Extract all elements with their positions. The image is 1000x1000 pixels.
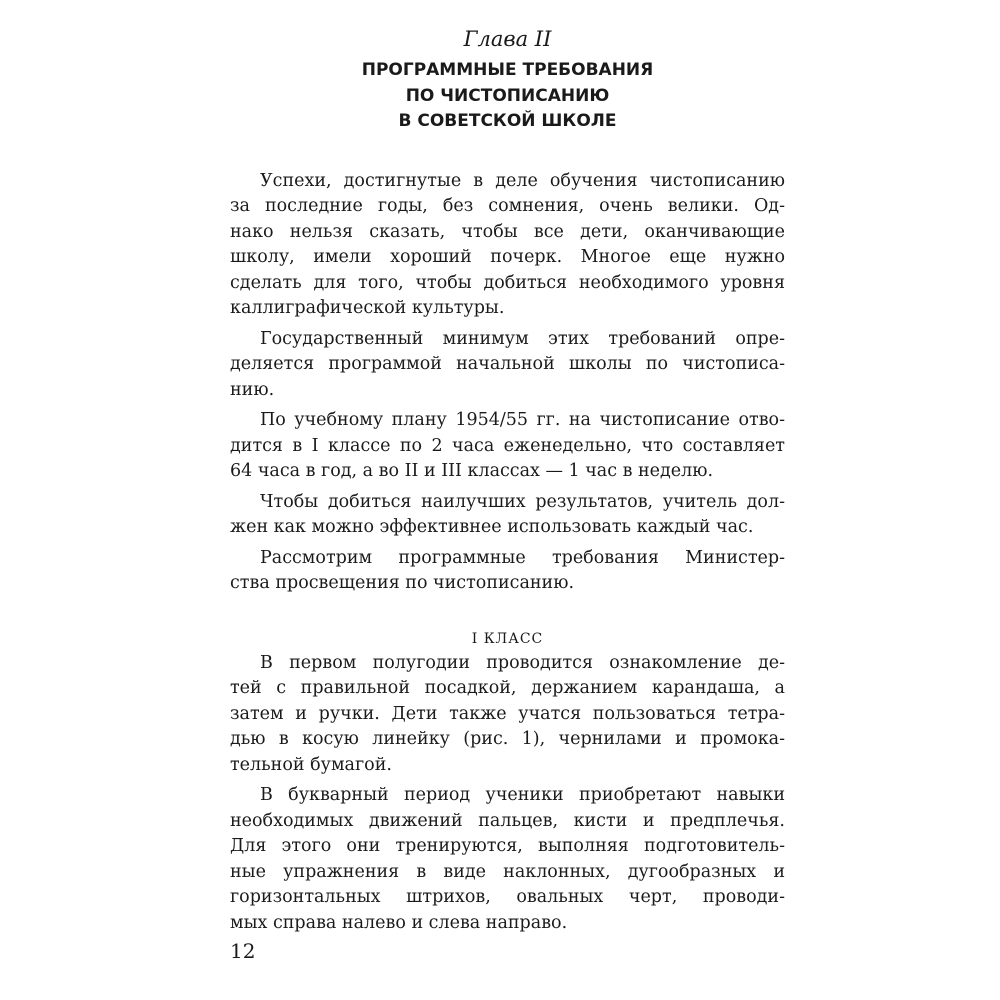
text-line: Чтобы добиться наилучших результатов, учитель дол- <box>260 491 785 512</box>
text-line: нако нельзя сказать, чтобы все дети, оканчивающие <box>230 221 785 242</box>
text-line: В первом полугодии проводится ознакомление де- <box>260 652 785 673</box>
text-line: ные упражнения в виде наклонных, дугообразных и <box>230 861 785 882</box>
text-line: мых справа налево и слева направо. <box>230 912 568 933</box>
chapter-title <box>230 58 785 135</box>
paragraph <box>230 651 785 779</box>
paragraph <box>230 490 785 541</box>
section-heading: I КЛАСС <box>471 630 544 647</box>
text-line: тельной бумагой. <box>230 754 392 775</box>
text-line: дится в I классе по 2 часа еженедельно, что составляет <box>230 435 785 456</box>
text-line: Рассмотрим программные требования Министер- <box>260 547 785 568</box>
text-line: каллиграфической культуры. <box>230 298 505 318</box>
text-line: необходимых движений пальцев, кисти и предплечья. <box>230 810 785 831</box>
text-line: школу, имели хороший почерк. Многое еще нужно <box>230 247 785 267</box>
text-line: за последние годы, без сомнения, очень велики. Од- <box>230 196 785 216</box>
text-line: В букварный период ученики приобретают навыки <box>260 785 785 805</box>
text-line: 64 часа в год, а во II и III классах — 1 час в неделю. <box>230 461 714 481</box>
text-line: сделать для того, чтобы добиться необходимого уровня <box>230 272 785 293</box>
text-line: дью в косую линейку (рис. 1), чернилами и промока- <box>230 729 785 749</box>
paragraph <box>230 327 785 404</box>
text-line: тей с правильной посадкой, держанием карандаша, а <box>230 678 785 698</box>
page-number: 12 <box>230 939 256 963</box>
chapter-label: Глава II <box>463 27 552 51</box>
text-line: деляется программой начальной школы по чистописа- <box>230 354 785 374</box>
text-line: ства просвещения по чистописанию. <box>230 573 575 593</box>
text-line: затем и ручки. Дети также учатся пользоваться тетра- <box>230 703 785 724</box>
chapter-title-line: В СОВЕТСКОЙ ШКОЛЕ <box>398 111 617 131</box>
text-line: Для этого они тренируются, выполняя подготовитель- <box>230 836 785 856</box>
text-line: По учебному плану 1954/55 гг. на чистописание отво- <box>260 410 785 430</box>
chapter-title-line: ПРОГРАММНЫЕ ТРЕБОВАНИЯ <box>361 60 654 80</box>
page-body <box>230 22 785 941</box>
paragraph <box>230 169 785 322</box>
paragraph <box>230 546 785 597</box>
paragraph <box>230 783 785 936</box>
paragraph <box>230 408 785 485</box>
text-line: жен как можно эффективнее использовать каждый час. <box>230 517 754 537</box>
text-line: Государственный минимум этих требований опре- <box>260 328 785 349</box>
text-line: Успехи, достигнутые в деле обучения чистописанию <box>260 170 785 191</box>
chapter-title-line: ПО ЧИСТОПИСАНИЮ <box>405 85 610 106</box>
text-line: нию. <box>230 379 275 400</box>
text-line: горизонтальных штрихов, овальных черт, проводи- <box>230 887 785 907</box>
